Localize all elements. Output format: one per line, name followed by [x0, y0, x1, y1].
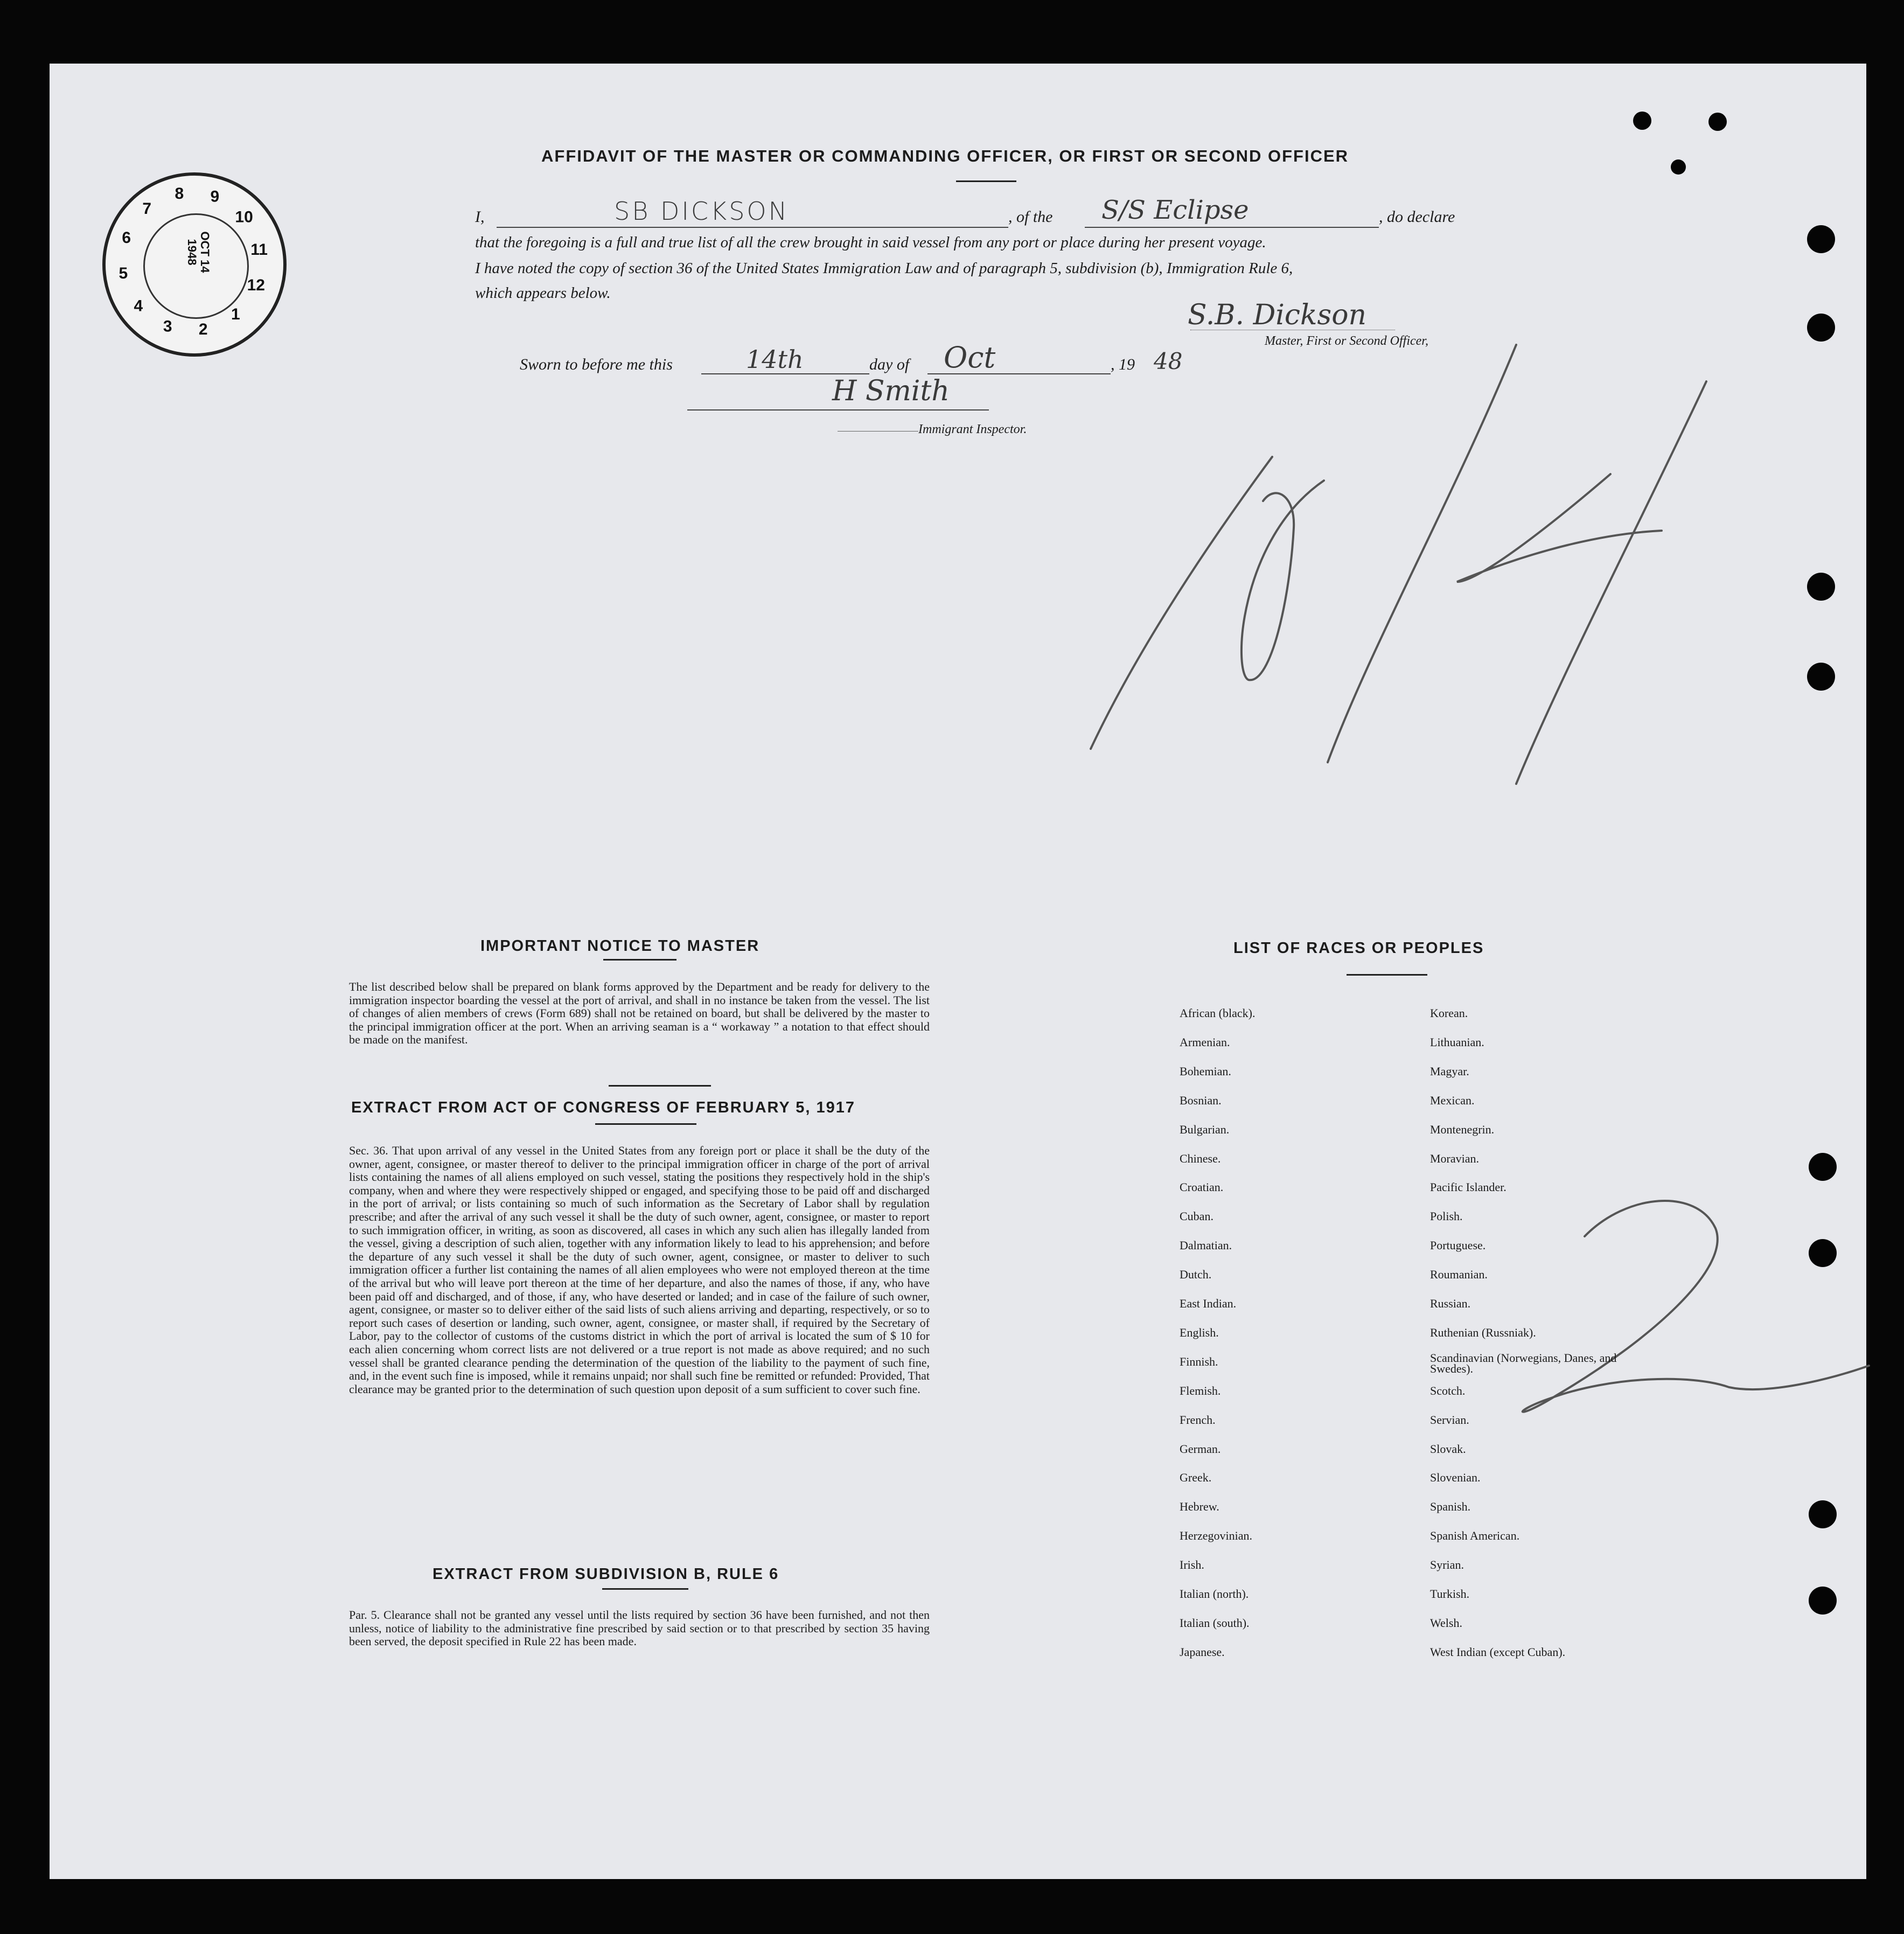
stamp-number: 9: [210, 187, 220, 206]
act-text: Sec. 36. That upon arrival of any vessel in the United States from any foreign port or place it shall be the duty of the owner, agent, consignee, or master thereof to deliver to the principal immigration officer in charge of the port of arrival lists containing the names of all aliens employed on such vessel, stating the positions they respectively hold in the ship's company, when and where they were respectively shipped or engaged, and specifying those to be paid off and discharged in the port of arrival; or lists containing so much of such information as the Secretary of Labor shall by regulation prescribe; and after the arrival of any such vessel it shall be the duty of such owner, agent, consignee, or master to report to such immigration officer, in writing, as soon as discovered, all cases in which any such alien has illegally landed from the vessel, giving a description of such alien, together with any information likely to lead to his apprehension; and before the departure of any such vessel it shall be the duty of such owner, agent, consignee, or master to deliver to such immigration officer a further list containing the names of all alien employees who were not employed thereon at the time of the arrival but who will leave port thereon at the time of her departure, and also the names of those, if any, who have been paid off and discharged, and of those, if any, who have deserted or landed; and in case of the failure of such owner, agent, consignee, or master so to deliver either of the said lists of such aliens arriving and departing, respectively, or so to report such cases of desertion or landing, such owner, agent, consignee, or master shall, if required by the Secretary of Labor, pay to the collector of customs of the customs district in which the port of arrival is located the sum of $ 10 for each alien concerning whom correct lists are not delivered or a true report is not made as above required; and no such vessel shall be granted clearance pending the determination of the question of the liability to the payment of such fine, and, in the event such fine is imposed, while it remains unpaid; nor shall such fine be remitted or refunded: Provided, That clearance may be granted prior to the determination of such question upon deposit of a sum sufficient to cover such fine.: [349, 1144, 930, 1396]
race-item: Lithuanian.: [1430, 1035, 1484, 1049]
stamp-number: 8: [175, 184, 184, 203]
race-item: Italian (south).: [1180, 1616, 1250, 1630]
day-of-label: day of: [869, 356, 910, 373]
punch-hole: [1807, 225, 1835, 253]
race-item: German.: [1180, 1442, 1221, 1456]
master-signature: S.B. Dickson: [1188, 299, 1367, 331]
race-item: Herzegovinian.: [1180, 1529, 1252, 1543]
document-page: [50, 64, 1866, 1879]
punch-hole: [1671, 159, 1686, 175]
stamp-number: 12: [247, 276, 265, 294]
punch-hole: [1809, 1587, 1837, 1615]
punch-hole: [1807, 314, 1835, 342]
race-item: Bosnian.: [1180, 1093, 1222, 1107]
stamp-number: 2: [198, 321, 208, 339]
races-divider: [1347, 974, 1427, 976]
race-item: Mexican.: [1430, 1093, 1475, 1107]
sworn-year: 48: [1154, 348, 1183, 374]
race-item: Ruthenian (Russniak).: [1430, 1325, 1536, 1339]
sworn-label: Sworn to before me this: [520, 356, 673, 373]
punch-hole: [1708, 113, 1727, 131]
race-item: Bohemian.: [1180, 1064, 1231, 1078]
race-item: Moravian.: [1430, 1151, 1480, 1165]
punch-hole: [1809, 1239, 1837, 1267]
act-title-underline: [595, 1123, 696, 1125]
sworn-month: Oct: [944, 340, 996, 374]
race-item: Scotch.: [1430, 1383, 1466, 1397]
stamp-number: 3: [163, 317, 172, 336]
race-item: East Indian.: [1180, 1297, 1237, 1310]
race-item: Slovak.: [1430, 1442, 1466, 1456]
affidavit-body-line3: which appears below.: [475, 284, 611, 302]
affidavit-title: AFFIDAVIT OF THE MASTER OR COMMANDING OFFICER, OR FIRST OR SECOND OFFICER: [541, 147, 1349, 165]
race-item: Finnish.: [1180, 1354, 1218, 1368]
race-item: Slovenian.: [1430, 1471, 1481, 1485]
punch-hole: [1809, 1500, 1837, 1528]
stamp-date: OCT 14 1948: [185, 231, 212, 273]
race-item: Greek.: [1180, 1471, 1212, 1485]
large-date-text: [1099, 765, 1100, 766]
notice-divider: [609, 1085, 711, 1087]
race-item: Korean.: [1430, 1006, 1468, 1020]
affidavit-body-line1: that the foregoing is a full and true list of all the crew brought in said vessel from any port or place during her present voyage.: [475, 234, 1266, 251]
race-item: Turkish.: [1430, 1587, 1470, 1601]
master-name: SB DICKSON: [614, 197, 790, 226]
race-item: Bulgarian.: [1180, 1122, 1230, 1136]
stamp-number: 1: [231, 305, 240, 324]
race-item: Dutch.: [1180, 1268, 1212, 1282]
stamp-number: 6: [122, 229, 131, 247]
affidavit-i-label: I,: [475, 208, 485, 226]
race-item: Hebrew.: [1180, 1500, 1219, 1514]
race-item: West Indian (except Cuban).: [1430, 1645, 1566, 1659]
rule-title-underline: [602, 1588, 688, 1590]
rule-text: Par. 5. Clearance shall not be granted any vessel until the lists required by section 36 have been furnished, and not then unless, notice of liability to the administrative fine prescribed by said section or to that prescribed by section 35 having been served, the deposit specified in Rule 22 has been made.: [349, 1608, 930, 1648]
inspector-signature-line: [687, 409, 989, 411]
race-item: African (black).: [1180, 1006, 1256, 1020]
inspector-caption-line: [838, 431, 918, 432]
notice-title-underline: [603, 959, 676, 961]
race-item: Polish.: [1430, 1209, 1463, 1223]
stamp-number: 11: [250, 240, 268, 259]
inspector-caption: Immigrant Inspector.: [918, 422, 1027, 436]
race-item: Chinese.: [1180, 1151, 1221, 1165]
inspector-signature: H Smith: [832, 375, 950, 407]
title-divider: [956, 180, 1016, 182]
race-item: Scandinavian (Norwegians, Danes, and Swedes).: [1430, 1351, 1617, 1375]
vessel-name: S/S Eclipse: [1101, 195, 1249, 225]
races-title: LIST OF RACES OR PEOPLES: [1233, 940, 1484, 957]
notice-text: The list described below shall be prepared on blank forms approved by the Department and be ready for delivery to the immigration inspector boarding the vessel at the port of arrival, and shall in no instance be taken from the vessel. The list of changes of alien members of crews (Form 689) shall not be retained on board, but shall be delivered by the master to the principal immigration officer at the port. When an arriving seaman is a “ workaway ” a notation to that effect should be made on the manifest.: [349, 980, 930, 1047]
stamp-number: 7: [142, 199, 152, 218]
stamp-number: 5: [118, 265, 128, 283]
notice-title: IMPORTANT NOTICE TO MASTER: [480, 937, 760, 955]
do-declare-label: , do declare: [1379, 208, 1455, 226]
race-item: Croatian.: [1180, 1180, 1224, 1194]
race-item: Magyar.: [1430, 1064, 1469, 1078]
date-stamp: [102, 172, 287, 357]
race-item: Welsh.: [1430, 1616, 1462, 1630]
punch-hole: [1807, 573, 1835, 601]
punch-hole: [1807, 663, 1835, 691]
race-item: Flemish.: [1180, 1383, 1221, 1397]
race-item: Portuguese.: [1430, 1239, 1486, 1253]
race-item: Roumanian.: [1430, 1268, 1488, 1282]
race-item: Pacific Islander.: [1430, 1180, 1507, 1194]
rule-title: EXTRACT FROM SUBDIVISION B, RULE 6: [433, 1566, 779, 1583]
master-name-line: [497, 227, 1008, 228]
race-item: French.: [1180, 1413, 1216, 1427]
race-item: English.: [1180, 1325, 1219, 1339]
race-item: Armenian.: [1180, 1035, 1230, 1049]
year-prefix: , 19: [1111, 356, 1135, 373]
stamp-number: 10: [235, 208, 253, 226]
race-item: Spanish American.: [1430, 1529, 1520, 1543]
race-item: Servian.: [1430, 1413, 1469, 1427]
punch-hole: [1633, 112, 1651, 130]
vessel-name-line: [1085, 227, 1379, 228]
of-the-label: , of the: [1008, 208, 1053, 226]
sworn-day: 14th: [746, 345, 804, 374]
race-item: Cuban.: [1180, 1209, 1213, 1223]
signature-caption: Master, First or Second Officer,: [1265, 334, 1428, 348]
punch-hole: [1809, 1153, 1837, 1181]
stamp-number: 4: [134, 297, 143, 315]
race-item: Irish.: [1180, 1558, 1204, 1572]
race-item: Syrian.: [1430, 1558, 1464, 1572]
race-item: Russian.: [1430, 1297, 1471, 1310]
act-title: EXTRACT FROM ACT OF CONGRESS OF FEBRUARY 5, 1917: [351, 1099, 856, 1116]
race-item: Japanese.: [1180, 1645, 1225, 1659]
race-item: Montenegrin.: [1430, 1122, 1495, 1136]
affidavit-body-line2: I have noted the copy of section 36 of the United States Immigration Law and of paragraph 5, subdivision (b), Immigration Rule 6,: [475, 260, 1293, 277]
race-item: Dalmatian.: [1180, 1239, 1232, 1253]
race-item: Spanish.: [1430, 1500, 1471, 1514]
race-item: Italian (north).: [1180, 1587, 1249, 1601]
